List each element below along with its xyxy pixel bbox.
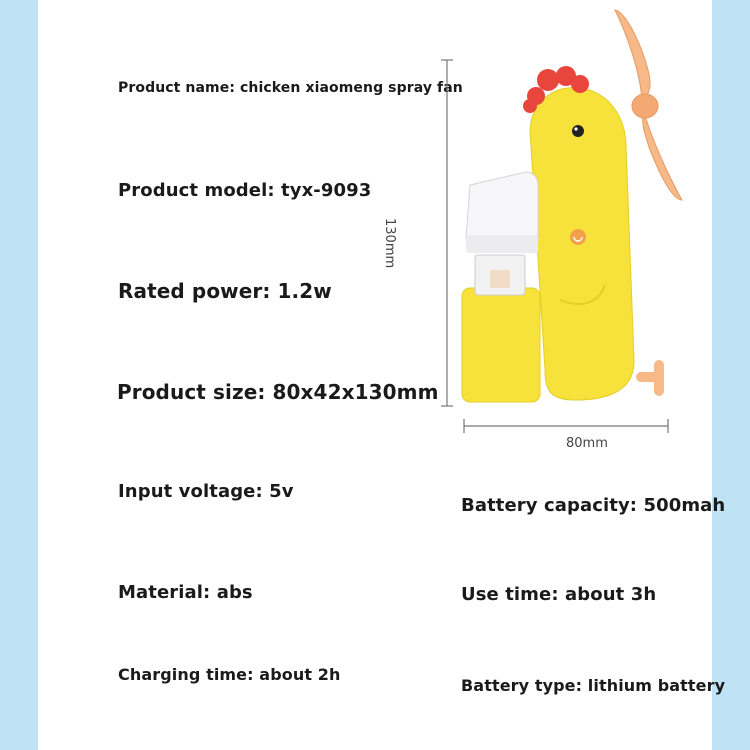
spec-rated-power: Rated power: 1.2w — [118, 279, 332, 303]
spec-input-voltage: Input voltage: 5v — [118, 481, 294, 502]
spec-product-size: Product size: 80x42x130mm — [117, 380, 439, 404]
spec-material: Material: abs — [118, 582, 253, 603]
height-dimension-line — [441, 60, 453, 406]
power-button-icon — [570, 229, 586, 245]
spec-product-name: Product name: chicken xiaomeng spray fan — [118, 80, 463, 96]
chicken-eye-icon — [572, 125, 584, 137]
spec-charging-time: Charging time: about 2h — [118, 665, 341, 684]
chicken-feet-icon — [636, 360, 664, 396]
spray-bottle — [462, 172, 540, 402]
height-dimension-label: 130mm — [382, 218, 397, 269]
spec-battery-type: Battery type: lithium battery — [461, 676, 726, 695]
spec-use-time: Use time: about 3h — [461, 584, 657, 605]
spec-product-model: Product model: tyx-9093 — [118, 180, 372, 201]
width-dimension-line — [464, 419, 668, 433]
width-dimension-label: 80mm — [566, 436, 608, 451]
spec-battery-capacity: Battery capacity: 500mah — [461, 495, 726, 516]
